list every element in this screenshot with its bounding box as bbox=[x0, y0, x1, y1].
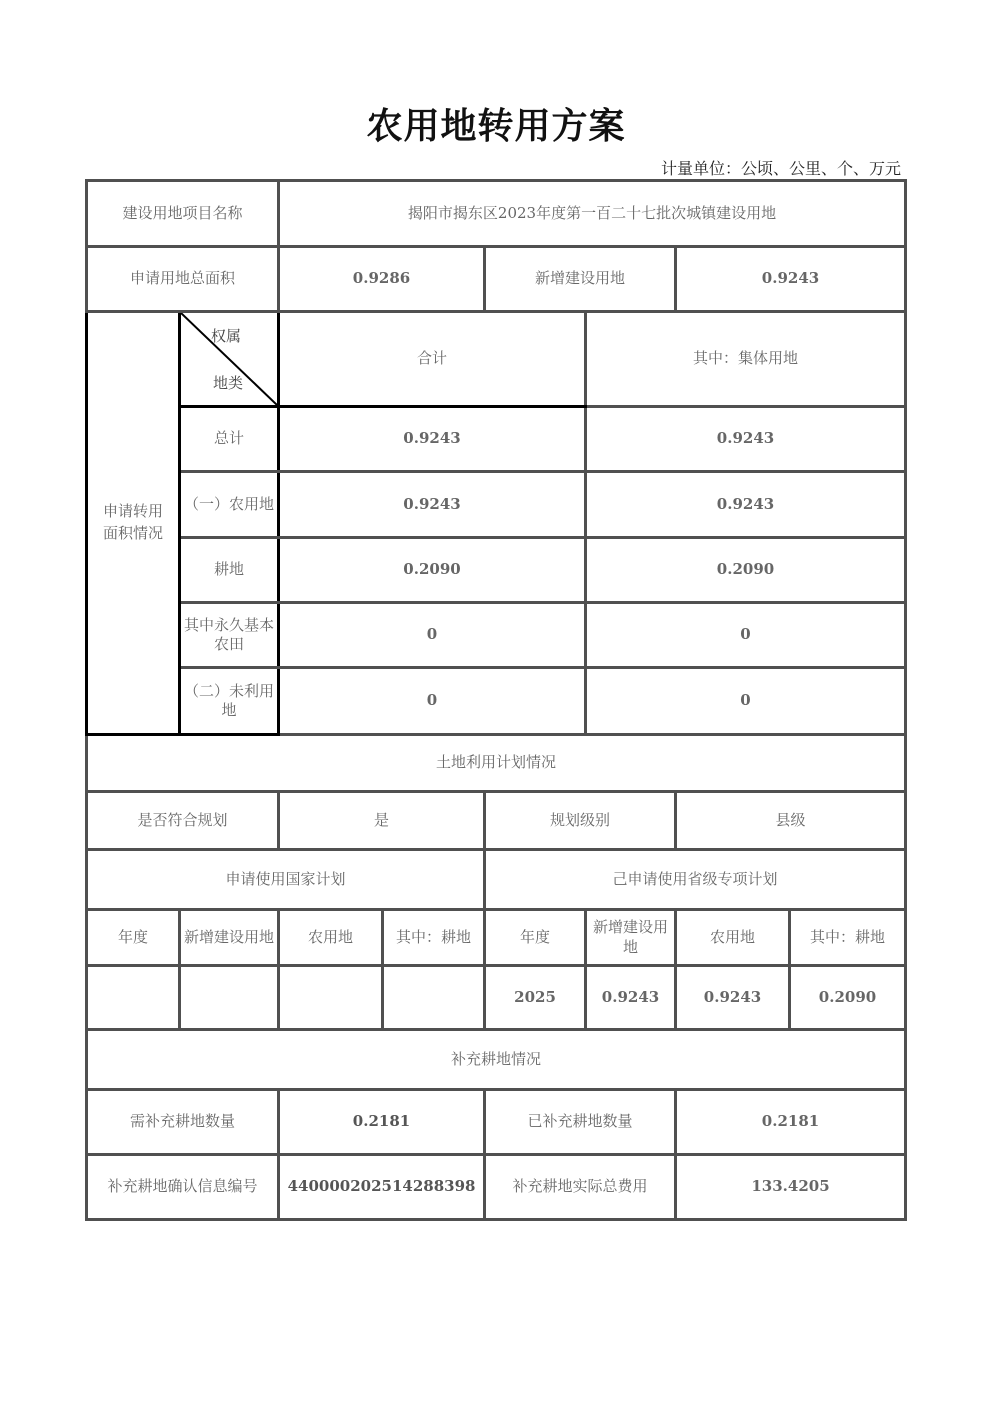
plan-compliant-value: 是 bbox=[279, 792, 485, 850]
row-agricultural-sum: 0.9243 bbox=[279, 472, 586, 538]
row-unused-sum: 0 bbox=[279, 668, 586, 735]
diagonal-header-cell bbox=[180, 312, 279, 407]
row-label-basic-farmland: 其中永久基本农田 bbox=[180, 603, 279, 668]
supplement-done-value: 0.2181 bbox=[676, 1090, 906, 1155]
col-total-header: 合计 bbox=[279, 312, 586, 407]
row-basic-farmland-collective: 0 bbox=[586, 603, 906, 668]
supplement-done-label: 已补充耕地数量 bbox=[485, 1090, 676, 1155]
document-title: 农用地转用方案 bbox=[366, 105, 626, 147]
row-label-agricultural: （一）农用地 bbox=[180, 472, 279, 538]
row-arable-sum: 0.2090 bbox=[279, 538, 586, 603]
national-col-new: 新增建设用地 bbox=[180, 910, 279, 966]
ownership-label: 权属 bbox=[211, 327, 242, 345]
national-arable-value bbox=[383, 966, 485, 1030]
provincial-col-new: 新增建设用地 bbox=[586, 910, 676, 966]
national-col-arable: 其中：耕地 bbox=[383, 910, 485, 966]
plan-compliant-label: 是否符合规划 bbox=[87, 792, 279, 850]
provincial-new-value: 0.9243 bbox=[586, 966, 676, 1030]
col-collective-header: 其中：集体用地 bbox=[586, 312, 906, 407]
provincial-plan-label: 己申请使用省级专项计划 bbox=[485, 850, 906, 910]
national-year-value bbox=[87, 966, 180, 1030]
provincial-col-agri: 农用地 bbox=[676, 910, 790, 966]
total-area-value: 0.9286 bbox=[279, 247, 485, 312]
row-agricultural-collective: 0.9243 bbox=[586, 472, 906, 538]
row-label-total: 总计 bbox=[180, 407, 279, 472]
national-col-year: 年度 bbox=[87, 910, 180, 966]
row-label-arable: 耕地 bbox=[180, 538, 279, 603]
new-construction-label: 新增建设用地 bbox=[485, 247, 676, 312]
conversion-side-label: 申请转用面积情况 bbox=[87, 312, 180, 735]
national-new-value bbox=[180, 966, 279, 1030]
supplement-id-value: 440000202514288398 bbox=[279, 1155, 485, 1220]
provincial-col-year: 年度 bbox=[485, 910, 586, 966]
supplement-cost-label: 补充耕地实际总费用 bbox=[485, 1155, 676, 1220]
supplement-cost-value: 133.4205 bbox=[676, 1155, 906, 1220]
row-arable-collective: 0.2090 bbox=[586, 538, 906, 603]
national-col-agri: 农用地 bbox=[279, 910, 383, 966]
conversion-plan-table bbox=[85, 179, 907, 1221]
row-label-unused: （二）未利用地 bbox=[180, 668, 279, 735]
supplement-section-title: 补充耕地情况 bbox=[87, 1030, 906, 1090]
land-type-label: 地类 bbox=[213, 373, 244, 392]
provincial-col-arable: 其中：耕地 bbox=[790, 910, 906, 966]
measurement-unit: 计量单位：公顷、公里、个、万元 bbox=[660, 159, 901, 178]
national-agri-value bbox=[279, 966, 383, 1030]
plan-level-label: 规划级别 bbox=[485, 792, 676, 850]
row-total-collective: 0.9243 bbox=[586, 407, 906, 472]
supplement-needed-label: 需补充耕地数量 bbox=[87, 1090, 279, 1155]
new-construction-value: 0.9243 bbox=[676, 247, 906, 312]
provincial-year-value: 2025 bbox=[485, 966, 586, 1030]
plan-level-value: 县级 bbox=[676, 792, 906, 850]
row-basic-farmland-sum: 0 bbox=[279, 603, 586, 668]
provincial-arable-value: 0.2090 bbox=[790, 966, 906, 1030]
supplement-id-label: 补充耕地确认信息编号 bbox=[87, 1155, 279, 1220]
row-unused-collective: 0 bbox=[586, 668, 906, 735]
provincial-agri-value: 0.9243 bbox=[676, 966, 790, 1030]
total-area-label: 申请用地总面积 bbox=[87, 247, 279, 312]
national-plan-label: 申请使用国家计划 bbox=[87, 850, 485, 910]
row-total-sum: 0.9243 bbox=[279, 407, 586, 472]
project-name-value: 揭阳市揭东区2023年度第一百二十七批次城镇建设用地 bbox=[279, 181, 906, 247]
plan-section-title: 土地利用计划情况 bbox=[87, 735, 906, 792]
supplement-needed-value: 0.2181 bbox=[279, 1090, 485, 1155]
project-name-label: 建设用地项目名称 bbox=[87, 181, 279, 247]
